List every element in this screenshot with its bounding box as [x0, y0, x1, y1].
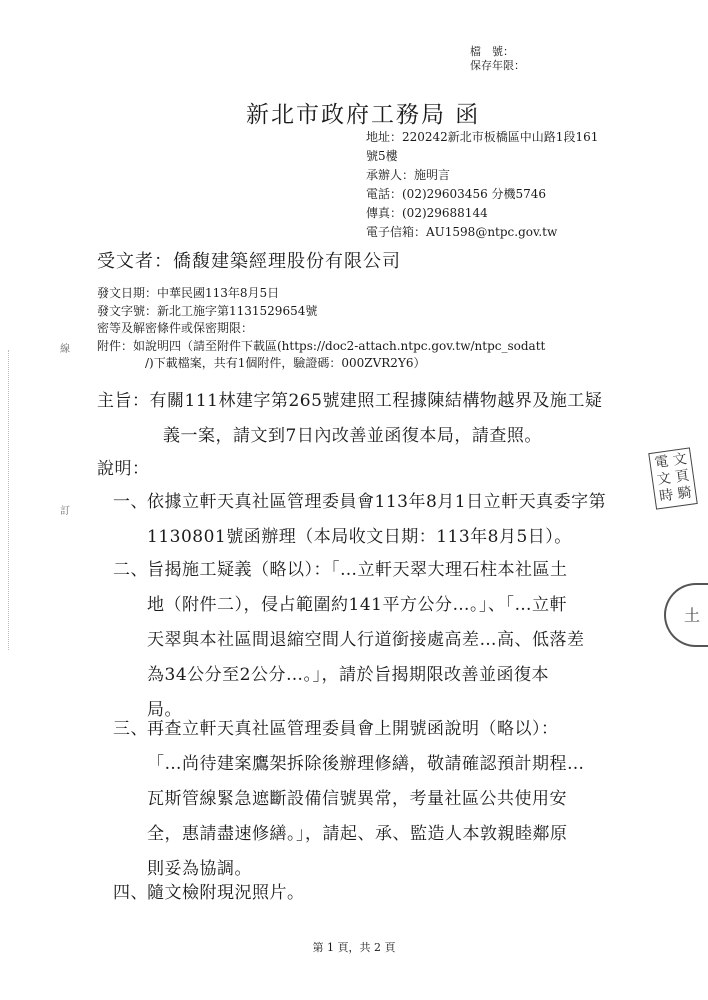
item-line: 局。: [147, 700, 182, 720]
contact-line: 承辦人：施明言: [366, 168, 451, 182]
attachment-line: 附件：如說明四（請至附件下載區(https://doc2-attach.ntpc.gov.tw/ntpc_sodatt: [97, 338, 546, 353]
attachment-line-cont: /)下載檔案，共有1個附件，驗證碼：000ZVR2Y6）: [145, 356, 426, 370]
seal-fragment-text: 土: [684, 606, 701, 625]
binding-line-mark: 線: [60, 344, 70, 355]
contact-line: 傳真：(02)29688144: [366, 206, 488, 220]
contact-line: 號5樓: [366, 149, 398, 163]
explanation-item: [113, 485, 653, 555]
item-line: 1130801號函辦理（本局收文日期：113年8月5日）。: [147, 527, 572, 547]
item-line: 隨文檢附現況照片。: [147, 883, 305, 903]
issuance-meta: [97, 285, 637, 373]
item-number: 一、: [113, 492, 148, 512]
scan-edge-line: [8, 350, 10, 650]
stamp-line: 電 文: [653, 450, 688, 472]
security-level: 密等及解密條件或保密期限：: [97, 321, 254, 335]
stamp-line: 時 騎: [658, 484, 693, 506]
item-line: 瓦斯管線緊急遮斷設備信號異常，考量社區公共使用安: [147, 789, 567, 809]
contact-line: 電話：(02)29603456 分機5746: [366, 187, 547, 201]
item-line: 天翠與本社區間退縮空間人行道銜接處高差…高、低落差: [147, 630, 585, 650]
item-line: 為34公分至2公分…。」，請於旨揭期限改善並函復本: [147, 665, 549, 685]
seal-fragment: [664, 583, 708, 647]
receipt-stamp: [648, 447, 698, 509]
document-number: 發文字號：新北工施字第1131529654號: [97, 303, 318, 318]
item-line: 再查立軒天真社區管理委員會上開號函說明（略以）：: [147, 719, 559, 739]
item-number: 三、: [113, 719, 148, 739]
contact-line: 地址：220242新北市板橋區中山路1段161: [366, 130, 599, 144]
explanation-item: [113, 712, 653, 887]
file-number-label: 檔 號：: [470, 45, 514, 58]
contact-block: [366, 128, 666, 242]
retention-label: 保存年限：: [470, 59, 525, 72]
subject-text: 有關111林建字第265號建照工程據陳結構物越界及施工疑: [149, 391, 603, 411]
item-line: 依據立軒天真社區管理委員會113年8月1日立軒天真委字第: [147, 492, 607, 512]
item-number: 二、: [113, 560, 148, 580]
explanation-item: [113, 553, 653, 728]
page-footer: 第 1 頁，共 2 頁: [312, 941, 396, 954]
explanation-label: 說明：: [97, 459, 150, 479]
document-title: 新北市政府工務局 函: [246, 102, 481, 128]
binding-tick-mark: 訂: [60, 506, 70, 517]
recipient: 受文者：僑馥建築經理股份有限公司: [97, 251, 401, 272]
item-line: 則妥為協調。: [147, 859, 252, 879]
item-line: 地（附件二），侵占範圍約141平方公分…。」、「…立軒: [147, 595, 567, 615]
explanation-item: [113, 876, 653, 911]
subject-text-cont: 義一案，請文到7日內改善並函復本局，請查照。: [163, 426, 542, 446]
item-line: 全，惠請盡速修繕。」，請起、承、監造人本敦親睦鄰原: [147, 824, 568, 844]
stamp-line: 文 頁: [655, 467, 691, 489]
subject-section: [97, 384, 657, 454]
item-line: 「…尚待建案鷹架拆除後辦理修繕，敬請確認預計期程…: [147, 754, 585, 774]
subject-label: 主旨：: [97, 391, 150, 411]
contact-line: 電子信箱：AU1598@ntpc.gov.tw: [366, 225, 558, 239]
issue-date: 發文日期：中華民國113年8月5日: [97, 286, 280, 300]
item-line: 旨揭施工疑義（略以）：「…立軒天翠大理石柱本社區土: [147, 560, 568, 580]
item-number: 四、: [113, 883, 148, 903]
